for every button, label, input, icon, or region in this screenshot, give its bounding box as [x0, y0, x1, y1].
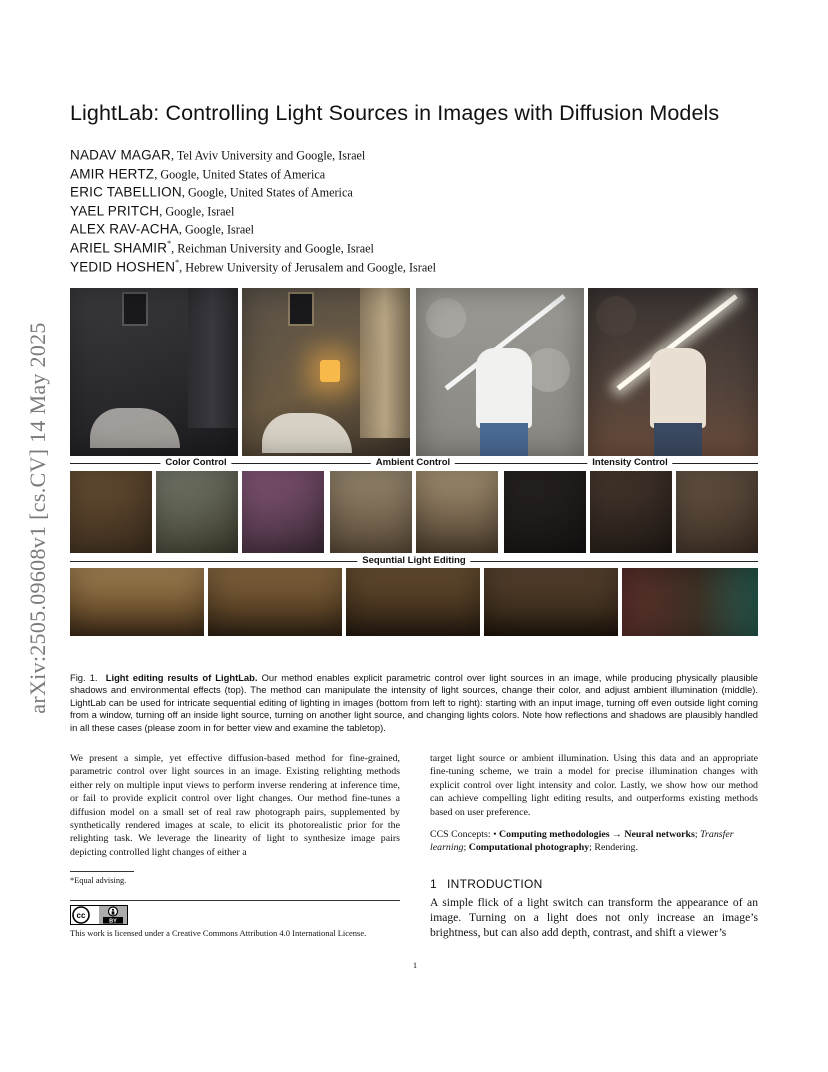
photo-sequential-3 — [346, 568, 480, 636]
abstract-right-column: target light source or ambient illumination. Using this data and an appropriate fine-tuning scheme, we train a model for precise illumination changes with explicit control over light intensity and color. Lastly, we show how our method can achieve compelling light editing results, and outperforms existing methods based on user preference. — [430, 753, 758, 818]
introduction-paragraph: A simple flick of a light switch can transform the appearance of an image. Turning on a light does not only increase an image’s brightness, but can also add depth, contrast, and shift a viewer’s — [430, 896, 758, 939]
author-affiliation: , Hebrew University of Jerusalem and Google, Israel — [179, 259, 437, 274]
author-name: ARIEL SHAMIR — [70, 240, 168, 256]
author-name: NADAV MAGAR — [70, 147, 171, 163]
author-list — [70, 142, 436, 272]
caption-bold: Light editing results of LightLab. — [105, 672, 258, 683]
section-bar-controls — [70, 458, 758, 470]
abstract-left-column: We present a simple, yet effective diffusion-based method for fine-grained, parametric control over light sources in an image. Existing relighting methods either rely on multiple input views to perform inverse rendering at inference time, or fail to provide explicit control over light changes. Our method fine-tunes a diffusion model on a small set of real raw photograph pairs, supplemented by synthetically rendered images at scale, to elicit its photorealistic prior for the relighting task. We leverage the linearity of light to synthesize image pairs depicting controlled light changes of either a — [70, 753, 400, 858]
photo-dark-bedroom — [70, 288, 238, 456]
author-name: ERIC TABELLION — [70, 184, 182, 200]
author-line — [70, 179, 436, 198]
photo-ambient-theatre-bright — [416, 471, 498, 553]
label-ambient-control: Ambient Control — [371, 457, 455, 468]
author-line — [70, 254, 436, 273]
license-text: This work is licensed under a Creative Commons Attribution 4.0 International License. — [70, 928, 367, 938]
author-line — [70, 161, 436, 180]
ccs-concept: Transfer learning — [430, 829, 734, 854]
photo-sequential-2 — [208, 568, 342, 636]
ccs-label: CCS Concepts: • — [430, 829, 500, 840]
author-affiliation: , Google, United States of America — [154, 166, 326, 181]
photo-color-kitchen-cool — [156, 471, 238, 553]
author-affiliation: , Tel Aviv University and Google, Israel — [170, 148, 366, 163]
author-affiliation: , Google, United States of America — [181, 185, 353, 200]
label-sequential-editing: Sequntial Light Editing — [357, 555, 470, 566]
page-number: 1 — [412, 960, 418, 970]
cc-by-badge — [70, 905, 128, 925]
section-bar-sequential — [70, 556, 758, 568]
caption-text: Our method enables explicit parametric control over light sources in an image, while producing physically plausible shadows and environmental effects (top). The method can manipulate the intensity of light sources, change their color, and adjust ambient illumination (middle). LightLab can be used for intricate sequential editing of lighting in images (bottom from left to right): starting with an input image, turning off even outside light coming from a window, turning off an inside light source, turning on another light source, and changing lights colors. Note how reflections and shadows are plausibly handled in all these cases (please zoom in for better view and examine the tabletop). — [70, 672, 758, 733]
author-affiliation: , Google, Israel — [159, 204, 235, 219]
author-name: ALEX RAV-ACHA — [70, 221, 179, 237]
ccs-separator: ; — [694, 829, 701, 840]
footnote-equal-advising: *Equal advising. — [70, 876, 127, 885]
ccs-concepts — [430, 828, 758, 855]
footnote-rule — [70, 871, 134, 872]
cc-badge-left: cc — [76, 911, 86, 920]
author-line — [70, 198, 436, 217]
paper-title: LightLab: Controlling Light Sources in Images with Diffusion Models — [70, 101, 720, 125]
photo-lit-bedroom — [242, 288, 410, 456]
label-intensity-control: Intensity Control — [587, 457, 672, 468]
ccs-concept: ; Rendering. — [589, 842, 638, 854]
photo-sequential-1 — [70, 568, 204, 636]
photo-color-kitchen-pink — [242, 471, 324, 553]
cc-badge-right: BY — [109, 918, 117, 925]
figure-1 — [70, 288, 758, 636]
section-number: 1 — [430, 877, 437, 891]
ccs-separator: ; — [463, 842, 469, 854]
label-color-control: Color Control — [160, 457, 231, 468]
figure-caption — [70, 672, 758, 734]
photo-lightsaber-off — [416, 288, 584, 456]
author-name: YAEL PRITCH — [70, 203, 160, 219]
photo-color-kitchen-warm — [70, 471, 152, 553]
section-heading-introduction — [430, 877, 543, 891]
ccs-concept: Computing methodologies → Neural networks — [499, 829, 695, 840]
photo-ambient-theatre-dim — [330, 471, 412, 553]
arxiv-stamp-text: arXiv:2505.09608v1 [cs.CV] 14 May 2025 — [25, 322, 50, 714]
photo-sequential-4 — [484, 568, 618, 636]
caption-label: Fig. 1. — [70, 672, 98, 683]
author-affiliation: , Google, Israel — [178, 222, 255, 237]
author-mark: * — [167, 238, 172, 248]
license-rule — [70, 900, 400, 901]
photo-lightsaber-on — [588, 288, 758, 456]
author-mark: * — [175, 257, 180, 267]
author-line — [70, 235, 436, 254]
author-name: AMIR HERTZ — [70, 165, 155, 181]
photo-intensity-mid — [590, 471, 672, 553]
arxiv-stamp — [18, 278, 58, 758]
ccs-concept: Computational photography — [468, 842, 590, 854]
author-line — [70, 216, 436, 235]
author-name: YEDID HOSHEN — [70, 258, 176, 274]
section-title: INTRODUCTION — [446, 877, 543, 891]
author-line — [70, 142, 436, 161]
photo-sequential-5 — [622, 568, 758, 636]
photo-intensity-low — [504, 471, 586, 553]
author-affiliation: , Reichman University and Google, Israel — [171, 241, 374, 256]
photo-intensity-high — [676, 471, 758, 553]
